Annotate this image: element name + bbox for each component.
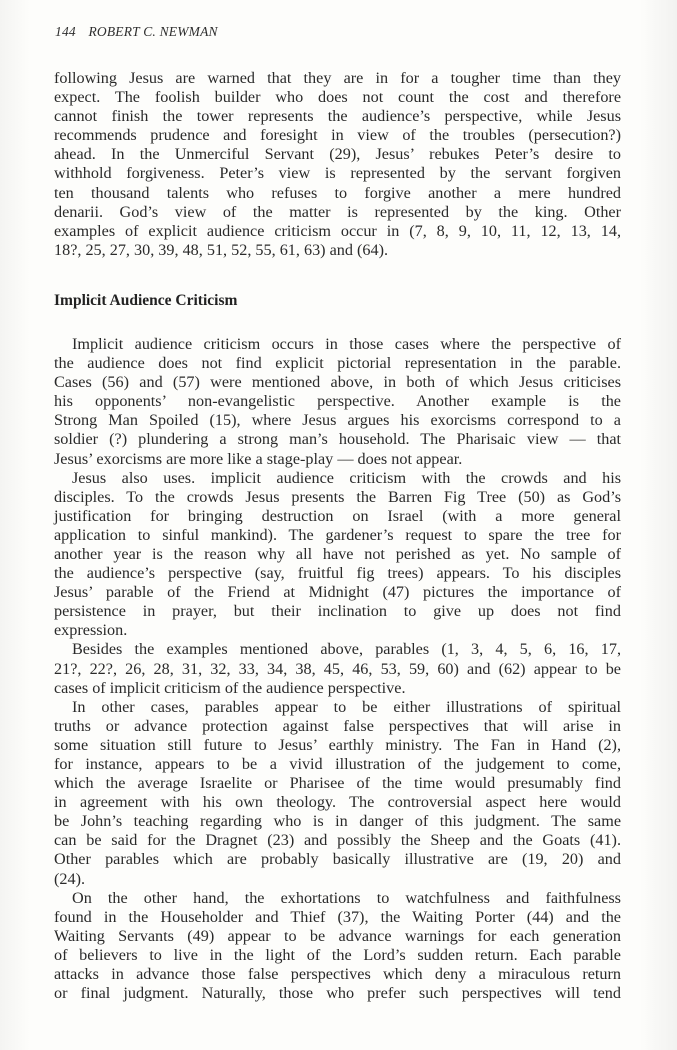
- paragraph-other-examples: [54, 640, 621, 697]
- text-line: Besides the examples mentioned above, parables (1, 3, 4, 5, 6, 16, 17,: [72, 640, 621, 659]
- text-line: of believers to live in the light of the Lord’s sudden return. Each parable: [54, 945, 621, 964]
- text-line: recommends prudence and foresight in view of the troubles (persecution?): [54, 126, 621, 145]
- text-line: (24).: [54, 869, 86, 888]
- text-line: his opponents’ non-evangelistic perspective. Another example is the: [54, 392, 621, 411]
- text-line: Jesus also uses. implicit audience criticism with the crowds and his: [72, 468, 621, 487]
- text-line: denarii. God’s view of the matter is represented by the king. Other: [54, 202, 621, 221]
- text-line: Cases (56) and (57) were mentioned above, in both of which Jesus criticises: [54, 373, 621, 392]
- text-line: for instance, appears to be a vivid illustration of the judgement to come,: [54, 755, 621, 773]
- text-line: Jesus’ parable of the Friend at Midnight (47) pictures the importance of: [54, 583, 621, 602]
- text-line: expect. The foolish builder who does not count the cost and therefore: [54, 88, 621, 107]
- text-line: truths or advance protection against false perspectives that will arise in: [54, 716, 621, 735]
- author-name: ROBERT C. NEWMAN: [88, 24, 218, 39]
- text-line: or final judgment. Naturally, those who prefer such perspectives will tend: [54, 984, 621, 1003]
- paragraph-watchfulness: [54, 889, 621, 1004]
- text-line: 18?, 25, 27, 30, 39, 48, 51, 52, 55, 61, 63) and (64).: [54, 240, 389, 259]
- text-line: soldier (?) plundering a strong man’s household. The Pharisaic view — that: [54, 430, 621, 449]
- page-number: 144: [55, 24, 76, 39]
- text-line: attacks in advance those false perspectives which deny a miraculous return: [54, 965, 621, 984]
- paragraph-crowds-disciples: [54, 469, 621, 641]
- text-line: persistence in prayer, but their inclination to give up does not find: [54, 602, 621, 621]
- text-line: examples of explicit audience criticism occur in (7, 8, 9, 10, 11, 12, 13, 14,: [54, 221, 621, 240]
- text-line: application to sinful mankind). The gardener’s request to spare the tree for: [54, 525, 621, 544]
- text-line: some situation still future to Jesus’ earthly ministry. The Fan in Hand (2),: [54, 735, 621, 754]
- text-line: withhold forgiveness. Peter’s view is represented by the servant forgiven: [54, 164, 621, 183]
- paragraph-implicit-intro: [54, 335, 621, 469]
- text-line: ahead. In the Unmerciful Servant (29), Jesus’ rebukes Peter’s desire to: [54, 145, 621, 164]
- text-line: which the average Israelite or Pharisee of the time would presumably find: [54, 774, 621, 793]
- text-line: be John’s teaching regarding who is in danger of this judgment. The same: [54, 812, 621, 831]
- text-line: following Jesus are warned that they are in for a tougher time than they: [54, 69, 621, 87]
- text-line: disciples. To the crowds Jesus presents the Barren Fig Tree (50) as God’s: [54, 487, 621, 506]
- text-line: the audience does not find explicit pictorial representation in the parable.: [54, 354, 621, 373]
- text-line: found in the Householder and Thief (37), the Waiting Porter (44) and the: [54, 907, 621, 926]
- text-line: justification for bringing destruction on Israel (with a more general: [54, 506, 621, 525]
- text-line: 21?, 22?, 26, 28, 31, 32, 33, 34, 38, 45, 46, 53, 59, 60) and (62) appear to be: [54, 659, 621, 678]
- text-line: ten thousand talents who refuses to forgive another a mere hundred: [54, 183, 621, 202]
- paragraph-explicit-criticism-continued: [54, 69, 621, 260]
- text-line: in agreement with his own theology. The controversial aspect here would: [54, 793, 621, 812]
- paragraph-illustrations: [54, 698, 621, 889]
- text-line: cannot finish the tower represents the audience’s perspective, while Jesus: [54, 107, 621, 126]
- text-line: another year is the reason why all have not perished as yet. No sample of: [54, 544, 621, 563]
- running-head: [55, 24, 218, 40]
- text-line: expression.: [54, 621, 128, 640]
- text-line: On the other hand, the exhortations to watchfulness and faithfulness: [72, 888, 621, 907]
- text-line: cases of implicit criticism of the audience perspective.: [54, 678, 406, 697]
- text-line: Strong Man Spoiled (15), where Jesus argues his exorcisms correspond to a: [54, 411, 621, 430]
- body-text: [54, 69, 621, 1003]
- text-line: Implicit audience criticism occurs in those cases where the perspective of: [72, 334, 621, 353]
- text-line: the audience’s perspective (say, fruitful fig trees) appears. To his disciples: [54, 564, 621, 583]
- text-line: In other cases, parables appear to be either illustrations of spiritual: [72, 697, 621, 716]
- text-line: Jesus’ exorcisms are more like a stage-play — does not appear.: [54, 449, 463, 468]
- text-line: can be said for the Dragnet (23) and possibly the Sheep and the Goats (41).: [54, 831, 621, 850]
- section-heading: Implicit Audience Criticism: [54, 291, 238, 309]
- text-line: Waiting Servants (49) appear to be advance warnings for each generation: [54, 926, 621, 945]
- text-line: Other parables which are probably basically illustrative are (19, 20) and: [54, 850, 621, 869]
